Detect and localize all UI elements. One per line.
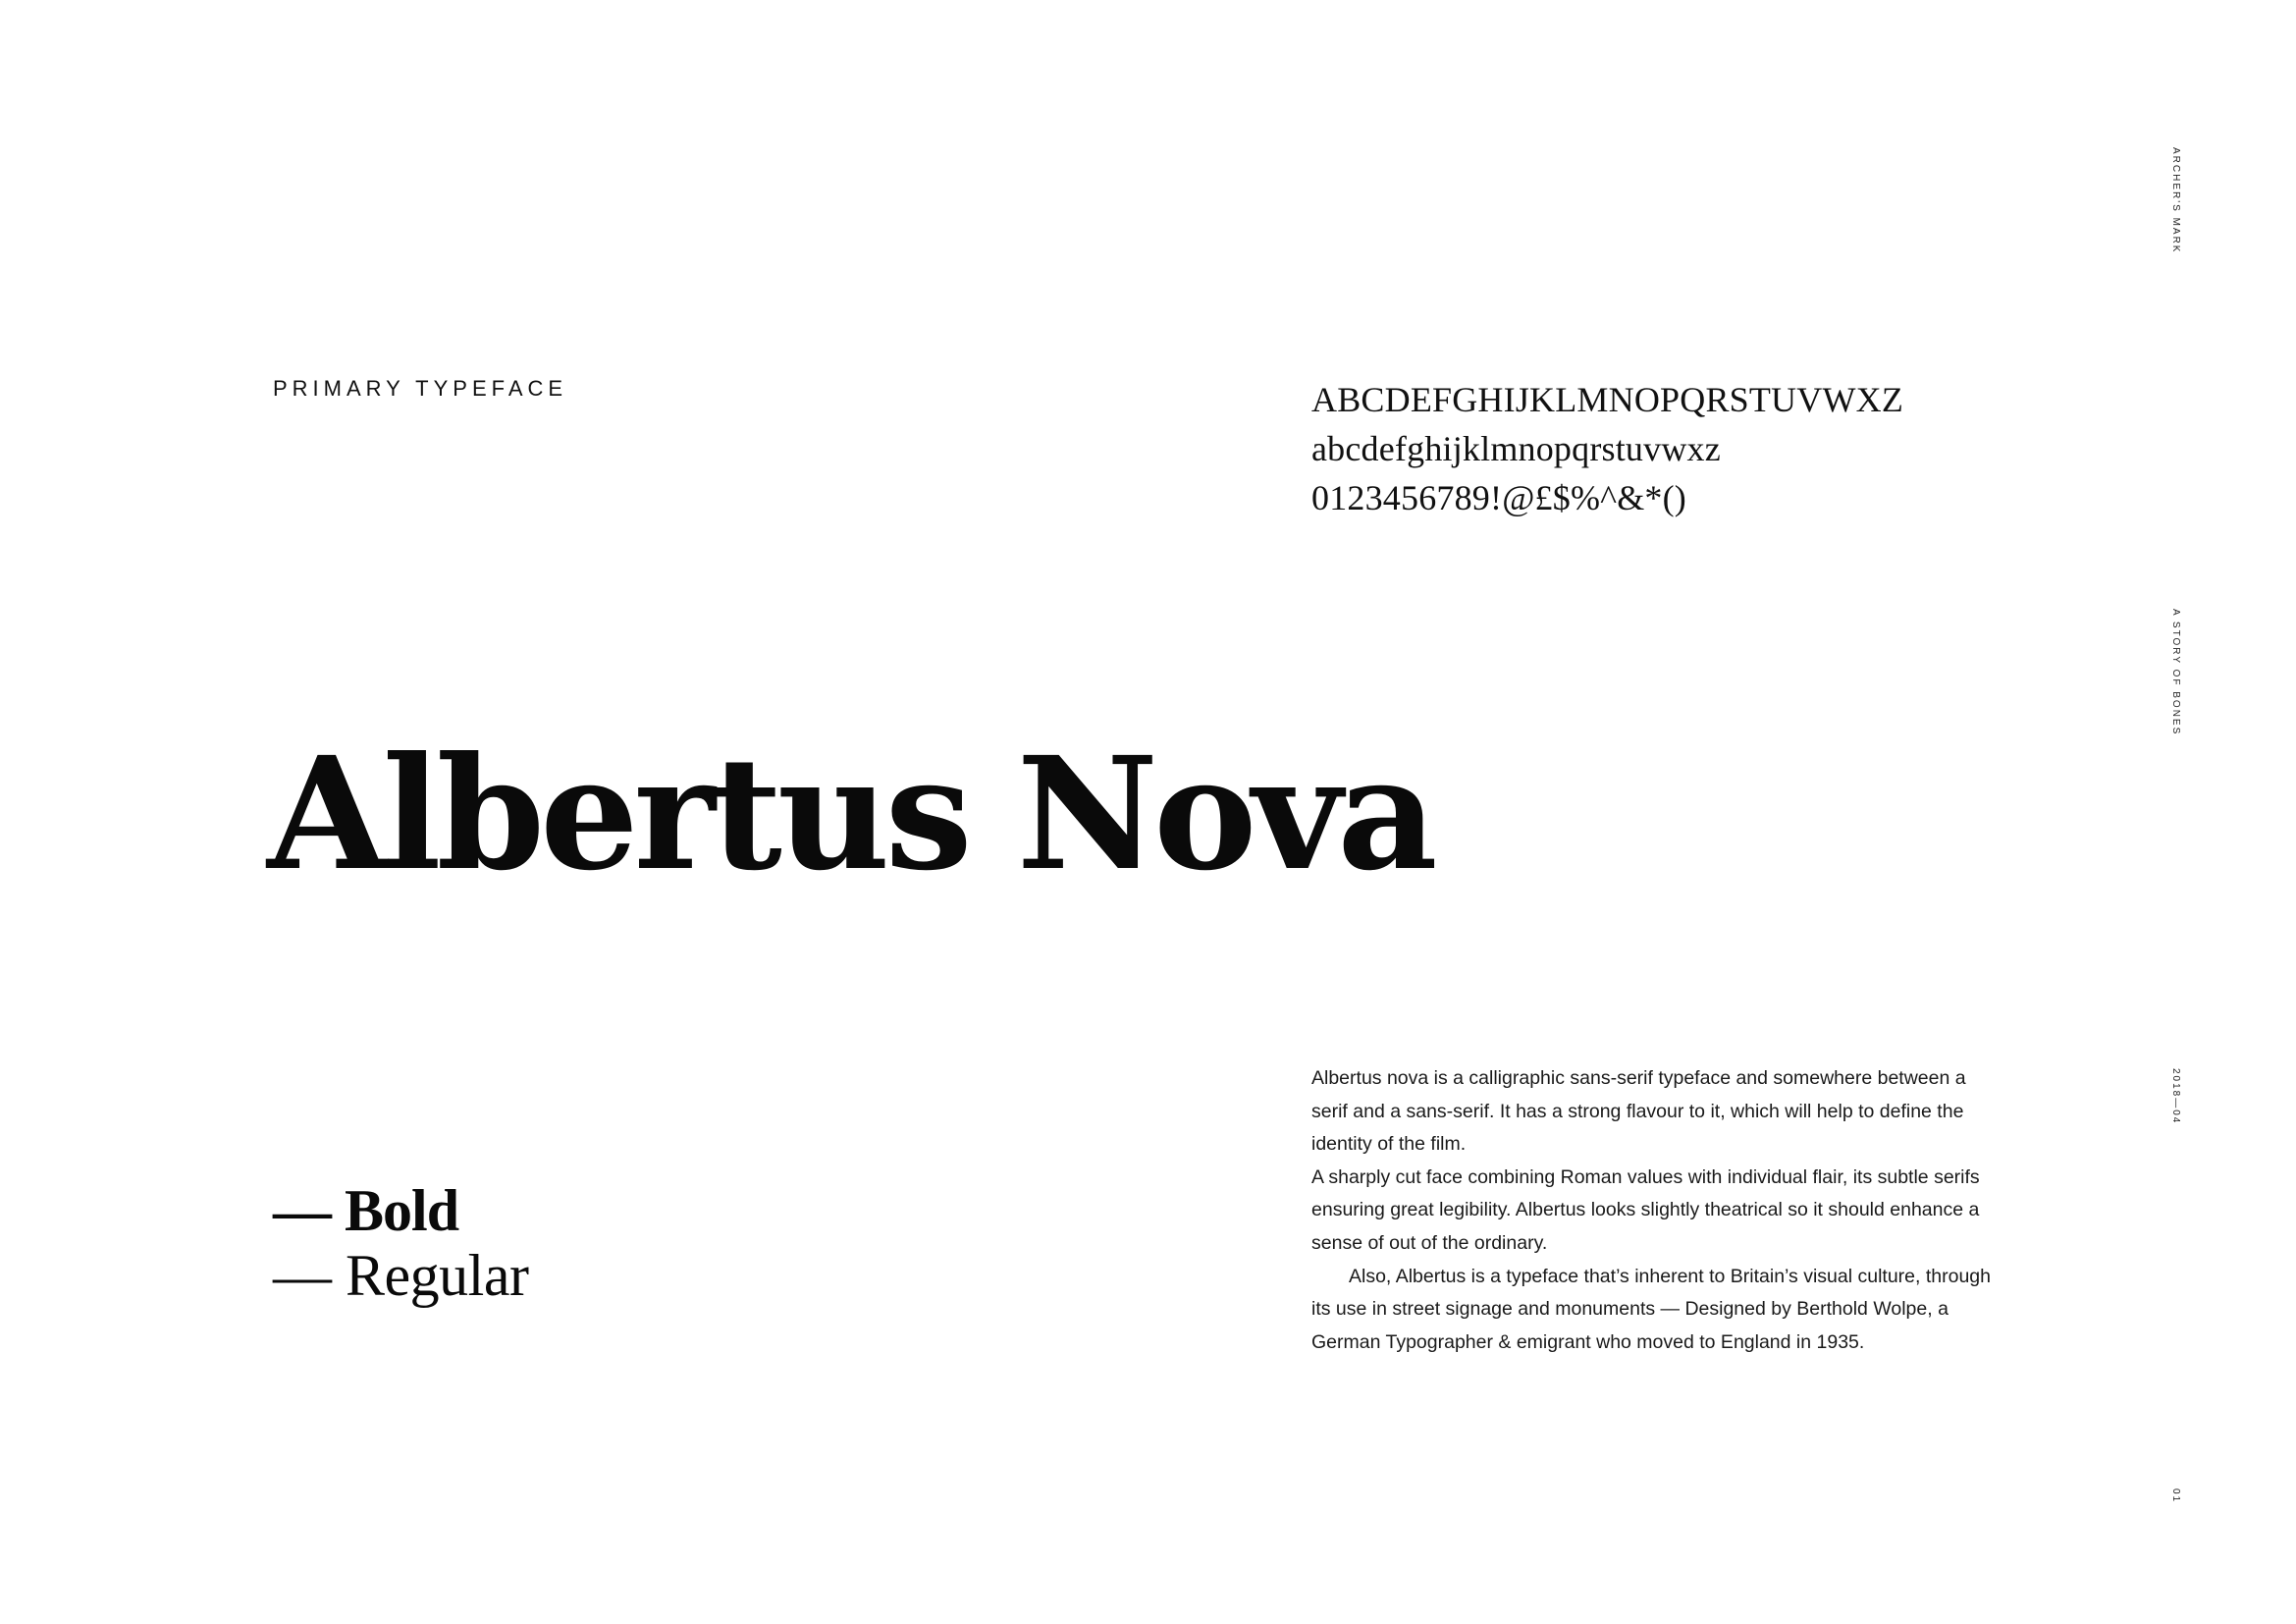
glyphs-numerals-symbols: 0123456789!@£$%^&*() bbox=[1311, 478, 1686, 517]
typeface-description bbox=[1311, 1062, 1999, 1359]
glyphs-uppercase: ABCDEFGHIJKLMNOPQRSTUVWXZ bbox=[1311, 380, 1904, 419]
weight-regular: — Regular bbox=[273, 1243, 529, 1308]
weight-bold: — Bold bbox=[273, 1178, 459, 1243]
description-paragraph-1: Albertus nova is a calligraphic sans-serif typeface and somewhere between a serif and a sans-serif. It has a strong flavour to it, which will help to define the identity of the film. bbox=[1311, 1067, 1966, 1156]
sidebar-project: A STORY OF BONES bbox=[2170, 609, 2181, 736]
sidebar-brand: ARCHER'S MARK bbox=[2170, 147, 2181, 254]
description-paragraph-2: A sharply cut face combining Roman values with individual flair, its subtle serifs ensuring great legibility. Albertus looks slightly theatrical so it should enhance a sense of out of the ordinary. bbox=[1311, 1165, 1980, 1254]
sidebar-date: 2018—04 bbox=[2170, 1068, 2181, 1125]
typeface-title: Albertus Nova bbox=[267, 724, 1433, 905]
sidebar-page-number: 01 bbox=[2170, 1489, 2181, 1504]
glyph-specimen bbox=[1311, 375, 1903, 522]
weights-list bbox=[273, 1178, 528, 1308]
section-label: PRIMARY TYPEFACE bbox=[273, 376, 568, 401]
description-paragraph-3: Also, Albertus is a typeface that’s inherent to Britain’s visual culture, through its use in street signage and monuments — Designed by Berthold Wolpe, a German Typographer & emigrant who moved to England in 1935. bbox=[1311, 1265, 1991, 1353]
glyphs-lowercase: abcdefghijklmnopqrstuvwxz bbox=[1311, 429, 1721, 468]
